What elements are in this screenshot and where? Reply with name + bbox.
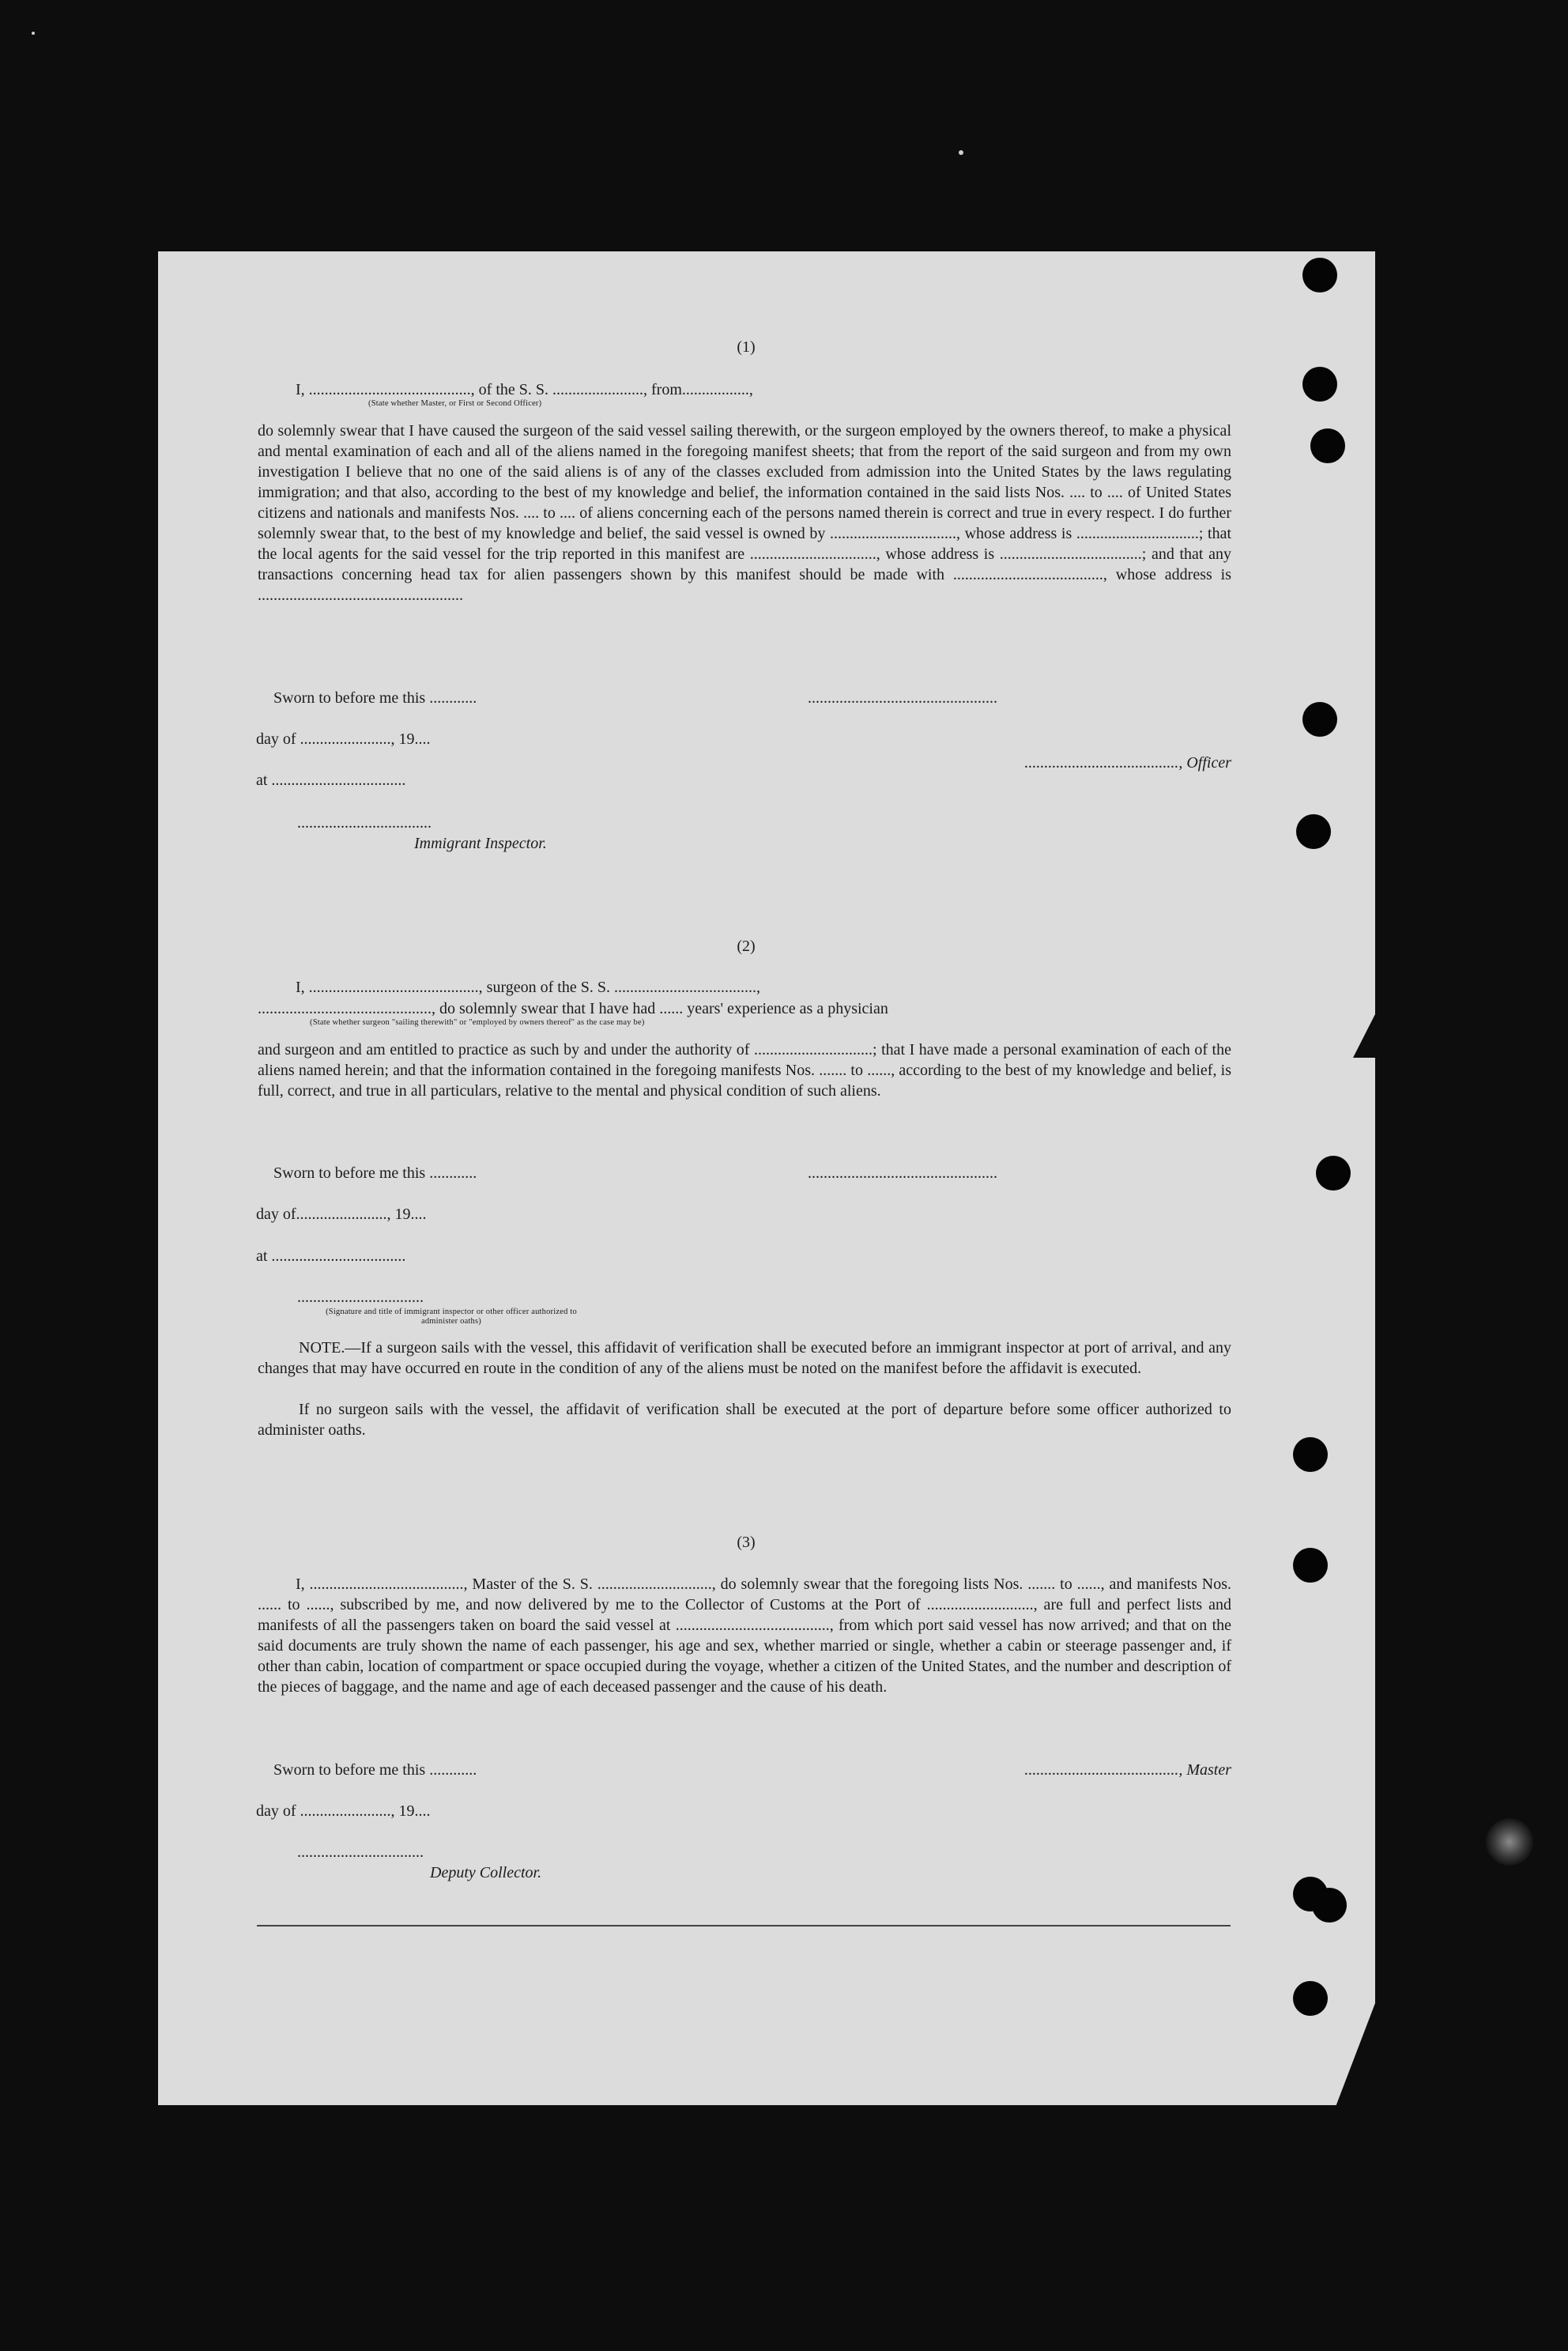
- section-1-sworn-line: Sworn to before me this ............: [273, 689, 477, 707]
- punch-hole: [1302, 367, 1337, 402]
- section-2-day-line: day of......................., 19....: [256, 1206, 427, 1223]
- section-1-day-line: day of ......................., 19....: [256, 730, 431, 748]
- dust-speck: [32, 32, 35, 35]
- punch-hole: [1302, 702, 1337, 737]
- section-3-number: (3): [737, 1534, 756, 1551]
- section-1-inspector-dots: ..................................: [297, 814, 432, 832]
- section-1-officer-note: (State whether Master, or First or Second Officer): [368, 399, 542, 408]
- section-1-inspector-title: Immigrant Inspector.: [414, 835, 547, 852]
- punch-hole: [1316, 1156, 1351, 1191]
- section-1-opening-line: I, ........................................., of the S. S. ......................., from.................,: [296, 381, 753, 398]
- section-3-sworn-line: Sworn to before me this ............: [273, 1761, 477, 1779]
- page-edge-tear: [1353, 1014, 1375, 1058]
- section-1-signature-line: ................................................: [808, 689, 997, 707]
- punch-hole: [1310, 428, 1345, 463]
- light-glare: [1486, 1818, 1533, 1866]
- section-1-oath-text: do solemnly swear that I have caused the surgeon of the said vessel sailing therewith, or the surgeon employed by the owners thereof, to make a physical and mental examination of each and all of the aliens named in the foregoing manifest sheets; that from the report of the said surgeon and from my own investigation I believe that no one of the said aliens is of any of the classes excluded from admission into the United States by the laws regulating immigration; and that also, according to the best of my knowledge and belief, the information contained in the said lists Nos. .... to .... of United States citizens and nationals and manifests Nos. .... to .... of aliens concerning each of the persons named therein is correct and true in every respect. I do further solemnly swear that, to the best of my knowledge and belief, the said vessel is owned by ................................, whose address is ...............................; that the local agents for the said vessel for the trip reported in this manifest are ................................, whose address is ....................................; and that any transactions concerning head tax for alien passengers shown by this manifest should be made with ......................................, whose address is ....................................................: [258, 422, 1231, 604]
- section-3-day-line: day of ......................., 19....: [256, 1802, 431, 1820]
- dust-speck: [959, 150, 963, 155]
- punch-hole: [1293, 1981, 1328, 2016]
- section-1-number: (1): [737, 338, 756, 356]
- section-2-signature-line: ................................................: [808, 1164, 997, 1182]
- section-2-note: NOTE.—If a surgeon sails with the vessel, this affidavit of verification shall be executed before an immigrant inspector at port of arrival, and any changes that may have occurred en route in the condition of any of the aliens must be noted on the manifest before the affidavit is executed.: [258, 1339, 1231, 1377]
- section-3-deputy-dots: ................................: [297, 1843, 424, 1861]
- section-2-second-line: ............................................, do solemnly swear that I have had ...... years' experience as a physician: [258, 1000, 888, 1017]
- punch-hole: [1293, 1548, 1328, 1583]
- section-2-note-continued: If no surgeon sails with the vessel, the affidavit of verification shall be executed at the port of departure before some officer authorized to administer oaths.: [258, 1401, 1231, 1439]
- section-3-oath-text: I, ......................................., Master of the S. S. ............................., do solemnly swear that the foregoing lists Nos. ....... to ......, and manifests Nos. ...... to ......, subscribed by me, and now delivered by me to the Collector of Customs at the Port of ..........................., are full and perfect lists and manifests of all the passengers taken on board the said vessel at ......................................., from which port said vessel has now arrived; and that on the said documents are truly shown the name of each passenger, his age and sex, whether married or single, whether a cabin or steerage passenger and, if other than cabin, location of compartment or space occupied during the voyage, whether a citizen of the United States, and the number and description of the pieces of baggage, and the name and age of each deceased passenger and the cause of his death.: [258, 1576, 1231, 1696]
- section-1-officer-line: ......................................., Officer: [1024, 754, 1231, 772]
- section-3-deputy-title: Deputy Collector.: [430, 1864, 542, 1881]
- section-2-sworn-line: Sworn to before me this ............: [273, 1164, 477, 1182]
- section-2-signature-note: (Signature and title of immigrant inspector or other officer authorized to administer oaths): [326, 1308, 577, 1326]
- punch-hole: [1312, 1888, 1347, 1923]
- punch-hole: [1296, 814, 1331, 849]
- section-2-surgeon-note: (State whether surgeon "sailing therewith" or "employed by owners thereof" as the case may be): [310, 1018, 645, 1027]
- bottom-rule: [257, 1925, 1231, 1926]
- section-3-master-line: ......................................., Master: [1024, 1761, 1231, 1779]
- punch-hole: [1293, 1437, 1328, 1472]
- section-2-number: (2): [737, 938, 756, 955]
- punch-hole: [1302, 258, 1337, 292]
- section-1-at-line: at ..................................: [256, 772, 406, 789]
- section-2-oath-text: and surgeon and am entitled to practice as such by and under the authority of ..............................; that I have made a personal examination of each of the aliens named herein; and that the information contained in the foregoing manifests Nos. ....... to ......, according to the best of my knowledge and belief, is full, correct, and true in all particulars, relative to the mental and physical condition of such aliens.: [258, 1041, 1231, 1100]
- section-2-signature-dots: ................................: [297, 1289, 424, 1306]
- section-2-at-line: at ..................................: [256, 1247, 406, 1265]
- section-2-opening-line: I, ..........................................., surgeon of the S. S. ....................................,: [296, 979, 760, 996]
